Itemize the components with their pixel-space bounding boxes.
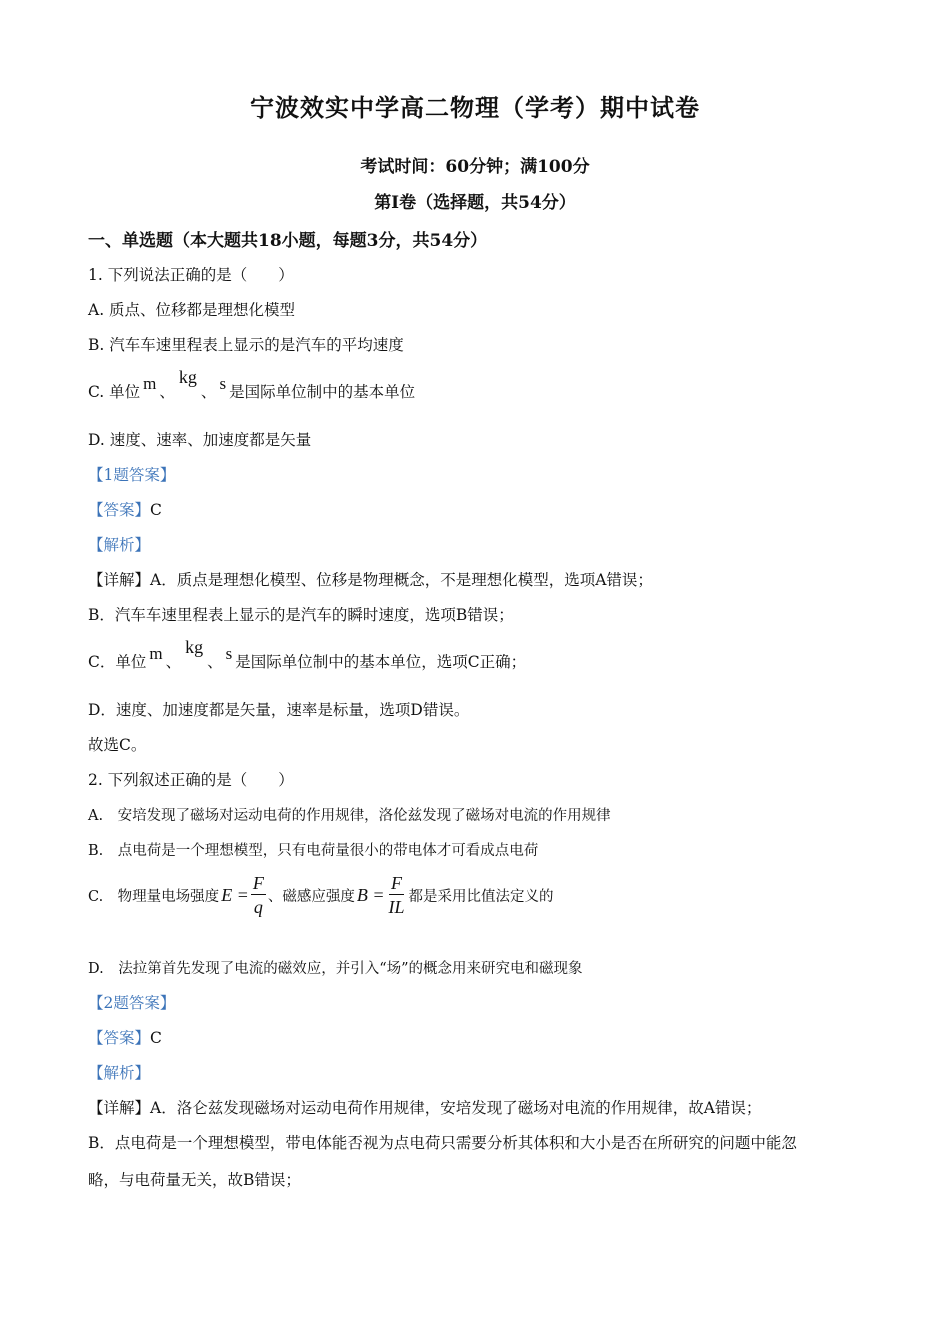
detail-label: 【详解】 <box>88 571 151 589</box>
fraction-f-over-q <box>251 872 266 919</box>
q2-detail-a <box>88 1096 761 1118</box>
detail-label: 【详解】 <box>88 1099 151 1117</box>
q1-detail-b: B．汽车车速里程表上显示的是汽车的瞬时速度，选项B错误； <box>88 606 514 624</box>
detail-a-text: A．洛仑兹发现磁场对运动电荷作用规律，安培发现了磁场对电流的作用规律，故A错误； <box>150 1099 762 1117</box>
q1-option-c-prefix: C. 单位 <box>88 383 141 401</box>
fraction-f-over-il <box>387 872 407 919</box>
q1-option-c-suffix: 是国际单位制中的基本单位 <box>229 383 416 401</box>
unit-kg: kg <box>185 637 204 657</box>
q2-option-a: A. 安培发现了磁场对运动电荷的作用规律，洛伦兹发现了磁场对电流的作用规律 <box>88 808 611 824</box>
q1-option-b: B. 汽车车速里程表上显示的是汽车的平均速度 <box>88 336 404 354</box>
q1-detail-c <box>88 637 527 672</box>
q1-answer-header: 【1题答案】 <box>88 466 176 484</box>
detail-c-suffix: 是国际单位制中的基本单位，选项C正确； <box>235 653 527 671</box>
q2-option-d: D. 法拉第首先发现了电流的磁效应，并引入“场”的概念用来研究电和磁现象 <box>88 961 583 977</box>
unit-kg: kg <box>178 367 197 387</box>
fraction-denominator: IL <box>388 897 405 917</box>
exam-info: 考试时间：60分钟；满100分 <box>360 157 590 177</box>
q2-option-b: B. 点电荷是一个理想模型，只有电荷量很小的带电体才可看成点电荷 <box>88 843 539 859</box>
page-title: 宁波效实中学高二物理（学考）期中试卷 <box>250 93 700 122</box>
q1-stem: 1. 下列说法正确的是（ ） <box>88 266 294 284</box>
volume-title: 第Ⅰ卷（选择题，共54分） <box>374 193 576 213</box>
q1-conclusion: 故选C。 <box>88 736 147 754</box>
sep: 、 <box>200 383 217 401</box>
q2-answer-header: 【2题答案】 <box>88 994 176 1012</box>
fraction-denominator: q <box>253 897 263 917</box>
q2-option-c-mid: 、磁感应强度 <box>267 889 355 905</box>
q1-analysis-label: 【解析】 <box>88 536 151 554</box>
q2-detail-b-line2: 略，与电荷量无关，故B错误； <box>88 1171 301 1189</box>
detail-a-text: A．质点是理想化模型、位移是物理概念，不是理想化模型，选项A错误； <box>150 571 653 589</box>
q2-stem: 2. 下列叙述正确的是（ ） <box>88 771 294 789</box>
eq-b-lhs: B = <box>356 885 385 905</box>
q2-option-c-suffix: 都是采用比值法定义的 <box>408 889 554 905</box>
fraction-numerator: F <box>391 873 402 893</box>
section-title: 一、单选题（本大题共18小题，每题3分，共54分） <box>88 231 488 251</box>
unit-s: s <box>225 644 233 663</box>
eq-e-lhs: E = <box>221 885 249 905</box>
unit-m: m <box>149 644 163 663</box>
sep: 、 <box>207 653 223 671</box>
fraction-numerator: F <box>252 873 264 893</box>
unit-m: m <box>143 374 157 393</box>
q2-analysis-label: 【解析】 <box>88 1064 151 1082</box>
q2-option-c <box>88 872 554 919</box>
sep: 、 <box>165 653 182 671</box>
detail-c-prefix: C．单位 <box>88 653 147 671</box>
answer-label: 【答案】 <box>88 1029 151 1047</box>
answer-value: C <box>150 1029 162 1047</box>
q1-option-d: D. 速度、速率、加速度都是矢量 <box>88 431 312 449</box>
answer-value: C <box>150 501 162 519</box>
q1-answer <box>88 498 162 520</box>
q1-detail-a <box>88 568 653 590</box>
q2-detail-b-line1: B．点电荷是一个理想模型，带电体能否视为点电荷只需要分析其体积和大小是否在所研究的问题中能忽 <box>88 1134 797 1152</box>
q2-answer <box>88 1026 162 1048</box>
q1-option-c <box>88 367 416 402</box>
unit-s: s <box>219 374 227 393</box>
q1-detail-d: D．速度、加速度都是矢量，速率是标量，选项D错误。 <box>88 701 470 719</box>
q1-option-a: A. 质点、位移都是理想化模型 <box>88 301 296 319</box>
q2-option-c-prefix: C. 物理量电场强度 <box>88 889 220 905</box>
answer-label: 【答案】 <box>88 501 151 519</box>
sep: 、 <box>159 383 175 401</box>
